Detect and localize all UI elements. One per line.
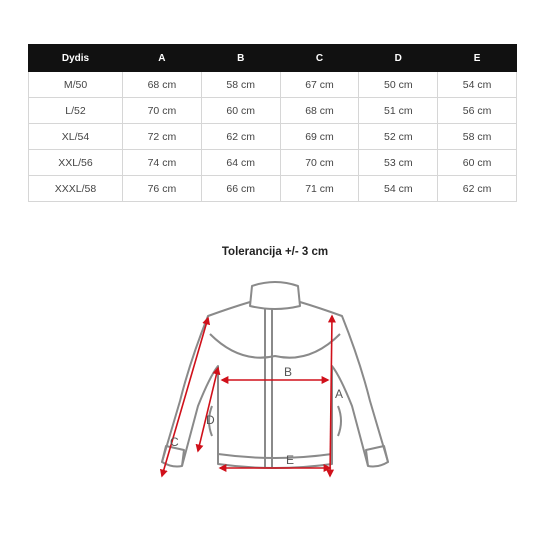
cell-a: 74 cm [123, 150, 202, 176]
cell-c: 68 cm [280, 98, 359, 124]
label-c: C [170, 435, 179, 449]
cell-size: M/50 [29, 72, 123, 98]
cell-a: 70 cm [123, 98, 202, 124]
cell-a: 76 cm [123, 176, 202, 202]
table-row [29, 150, 517, 176]
cell-e: 54 cm [438, 72, 517, 98]
cell-e: 58 cm [438, 124, 517, 150]
cell-a: 68 cm [123, 72, 202, 98]
cell-c: 69 cm [280, 124, 359, 150]
cell-b: 62 cm [201, 124, 280, 150]
cell-b: 66 cm [201, 176, 280, 202]
table-row [29, 72, 517, 98]
cell-d: 52 cm [359, 124, 438, 150]
cell-e: 62 cm [438, 176, 517, 202]
table-header-row [29, 45, 517, 72]
header-size: Dydis [29, 45, 123, 72]
tolerance-note: Tolerancija +/- 3 cm [221, 246, 329, 258]
cell-e: 56 cm [438, 98, 517, 124]
cell-e: 60 cm [438, 150, 517, 176]
cell-c: 67 cm [280, 72, 359, 98]
cell-d: 54 cm [359, 176, 438, 202]
header-a: A [123, 45, 202, 72]
table-row [29, 176, 517, 202]
jacket-outline [162, 282, 388, 468]
size-table [28, 44, 517, 202]
header-c: C [280, 45, 359, 72]
header-d: D [359, 45, 438, 72]
cell-b: 64 cm [201, 150, 280, 176]
cell-a: 72 cm [123, 124, 202, 150]
label-b: B [284, 365, 293, 379]
label-d: D [206, 413, 215, 427]
label-e: E [286, 453, 295, 467]
cell-size: XL/54 [29, 124, 123, 150]
header-b: B [201, 45, 280, 72]
jacket-diagram [150, 276, 400, 496]
header-e: E [438, 45, 517, 72]
label-a: A [335, 387, 344, 401]
cell-b: 58 cm [201, 72, 280, 98]
table-row [29, 124, 517, 150]
cell-d: 53 cm [359, 150, 438, 176]
cell-size: XXL/56 [29, 150, 123, 176]
cell-c: 71 cm [280, 176, 359, 202]
cell-size: XXXL/58 [29, 176, 123, 202]
cell-b: 60 cm [201, 98, 280, 124]
cell-d: 50 cm [359, 72, 438, 98]
table-row [29, 98, 517, 124]
measure-d-line [198, 368, 218, 451]
cell-c: 70 cm [280, 150, 359, 176]
cell-size: L/52 [29, 98, 123, 124]
measurement-lines [162, 316, 332, 476]
cell-d: 51 cm [359, 98, 438, 124]
